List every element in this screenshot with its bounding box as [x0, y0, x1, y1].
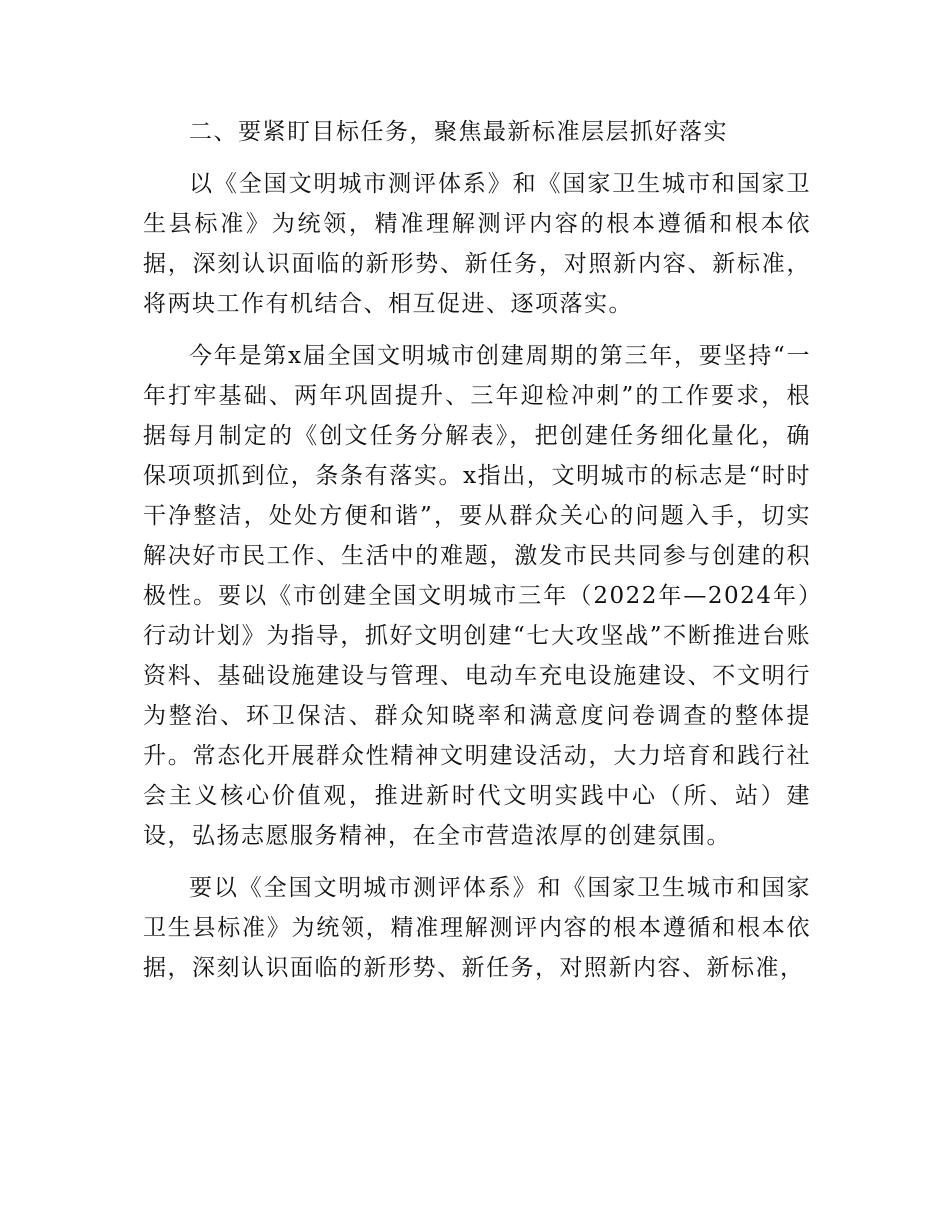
document-body: [143, 112, 811, 1000]
paragraph-3: 要以《全国文明城市测评体系》和《国家卫生城市和国家卫生县标准》为统领，精准理解测评内容的根本遵循和根本依据，深刻认识面临的新形势、新任务，对照新内容、新标准，: [143, 875, 811, 981]
paragraph-2: 今年是第x届全国文明城市创建周期的第三年，要坚持“一年打牢基础、两年巩固提升、三年迎检冲刺”的工作要求，根据每月制定的《创文任务分解表》，把创建任务细化量化，确保项项抓到位，条条有落实。x指出，文明城市的标志是“时时干净整洁，处处方便和谐”，要从群众关心的问题入手，切实解决好市民工作、生活中的难题，激发市民共同参与创建的积极性。要以《市创建全国文明城市三年（2022年—2024年）行动计划》为指导，抓好文明创建“七大攻坚战”不断推进台账资料、基础设施建设与管理、电动车充电设施建设、不文明行为整治、环卫保洁、群众知晓率和满意度问卷调查的整体提升。常态化开展群众性精神文明建设活动，大力培育和践行社会主义核心价值观，推进新时代文明实践中心（所、站）建设，弘扬志愿服务精神，在全市营造浓厚的创建氛围。: [143, 343, 811, 849]
section-heading: 二、要紧盯目标任务，聚焦最新标准层层抓好落实: [189, 119, 728, 145]
paragraph-1: 以《全国文明城市测评体系》和《国家卫生城市和国家卫生县标准》为统领，精准理解测评内容的根本遵循和根本依据，深刻认识面临的新形势、新任务，对照新内容、新标准，将两块工作有机结合、相互促进、逐项落实。: [143, 171, 811, 317]
